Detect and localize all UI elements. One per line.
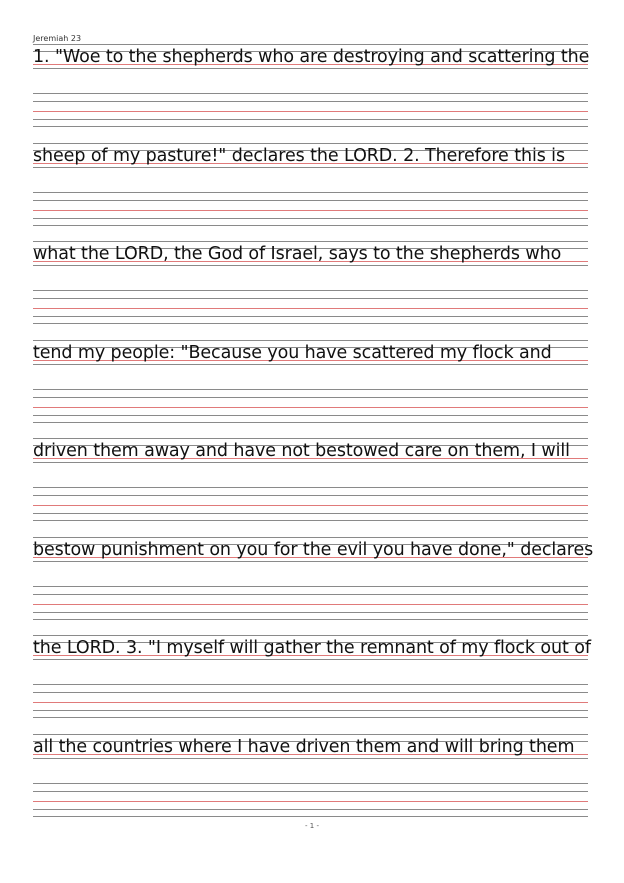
practice-line-block — [33, 537, 594, 627]
scripture-line-text: driven them away and have not bestowed care on them, I will — [33, 441, 570, 461]
gray-guide-line — [33, 710, 588, 711]
gray-guide-line — [33, 809, 588, 810]
gray-guide-line — [33, 93, 588, 94]
practice-line-block — [33, 143, 588, 233]
gray-guide-line — [33, 692, 588, 693]
scripture-line-text: all the countries where I have driven them and will bring them — [33, 736, 575, 757]
scripture-line-text: tend my people: "Because you have scattered my flock and — [33, 342, 552, 363]
page-header: Jeremiah 23 — [33, 34, 82, 43]
gray-guide-line — [33, 298, 588, 299]
gray-guide-line — [33, 495, 588, 496]
gray-guide-line — [33, 126, 588, 127]
gray-guide-line — [33, 684, 588, 685]
red-guide-line — [33, 604, 588, 605]
gray-guide-line — [33, 816, 588, 817]
gray-guide-line — [33, 167, 588, 168]
scripture-line-text: 1. "Woe to the shepherds who are destroying and scattering the — [33, 47, 590, 67]
gray-guide-line — [33, 612, 588, 613]
gray-guide-line — [33, 101, 588, 102]
gray-guide-line — [33, 364, 588, 365]
red-guide-line — [33, 111, 588, 112]
gray-guide-line — [33, 143, 588, 144]
gray-guide-line — [33, 415, 588, 416]
gray-guide-line — [33, 586, 588, 587]
gray-guide-line — [33, 487, 588, 488]
gray-guide-line — [33, 44, 588, 45]
gray-guide-line — [33, 520, 588, 521]
gray-guide-line — [33, 561, 588, 562]
red-guide-line — [33, 801, 588, 802]
practice-line-block — [33, 340, 588, 430]
scripture-line-text: sheep of my pasture!" declares the LORD. 2. Therefore this is — [33, 145, 565, 166]
gray-guide-line — [33, 594, 588, 595]
gray-guide-line — [33, 659, 588, 660]
gray-guide-line — [33, 635, 588, 636]
gray-guide-line — [33, 225, 588, 226]
gray-guide-line — [33, 791, 588, 792]
gray-guide-line — [33, 192, 588, 193]
gray-guide-line — [33, 537, 588, 538]
gray-guide-line — [33, 218, 588, 219]
gray-guide-line — [33, 200, 588, 201]
practice-line-block — [33, 635, 591, 725]
gray-guide-line — [33, 422, 588, 423]
gray-guide-line — [33, 389, 588, 390]
gray-guide-line — [33, 241, 588, 242]
gray-guide-line — [33, 758, 588, 759]
scripture-line-text: bestow punishment on you for the evil you have done," declares — [33, 539, 594, 560]
gray-guide-line — [33, 119, 588, 120]
gray-guide-line — [33, 68, 588, 69]
gray-guide-line — [33, 316, 588, 317]
red-guide-line — [33, 407, 588, 408]
practice-line-block — [33, 44, 588, 134]
red-guide-line — [33, 702, 588, 703]
gray-guide-line — [33, 734, 588, 735]
gray-guide-line — [33, 265, 588, 266]
gray-guide-line — [33, 397, 588, 398]
gray-guide-line — [33, 462, 588, 463]
gray-guide-line — [33, 323, 588, 324]
red-guide-line — [33, 308, 588, 309]
gray-guide-line — [33, 340, 588, 341]
practice-line-block — [33, 438, 588, 528]
gray-guide-line — [33, 619, 588, 620]
gray-guide-line — [33, 290, 588, 291]
red-guide-line — [33, 505, 588, 506]
gray-guide-line — [33, 438, 588, 439]
practice-line-block — [33, 241, 588, 331]
red-guide-line — [33, 210, 588, 211]
scripture-line-text: what the LORD, the God of Israel, says to the shepherds who — [33, 244, 562, 264]
gray-guide-line — [33, 717, 588, 718]
practice-line-block — [33, 734, 588, 824]
page-number: - 1 - — [305, 822, 319, 830]
scripture-line-text: the LORD. 3. "I myself will gather the remnant of my flock out of — [33, 638, 591, 658]
gray-guide-line — [33, 783, 588, 784]
gray-guide-line — [33, 513, 588, 514]
